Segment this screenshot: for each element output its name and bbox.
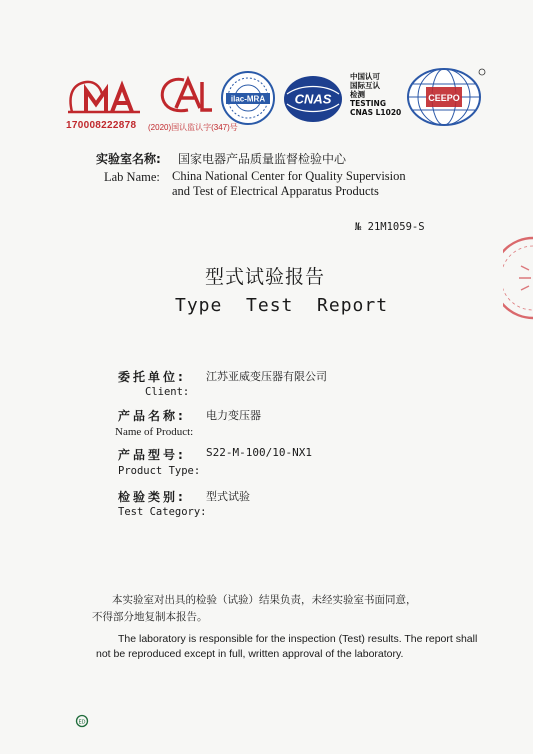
test-category-label-cn: 检验类别: [118, 490, 186, 504]
notice-en-line1: The laboratory is responsible for the inspection (Test) results. The report shall [118, 633, 478, 645]
cma-logo [64, 76, 144, 120]
client-label-cn: 委托单位: [118, 370, 186, 384]
ceepo-logo [402, 64, 488, 130]
product-name-label-cn: 产品名称: [118, 409, 186, 423]
footer-mark-icon [75, 714, 89, 728]
notice-cn-line1: 本实验室对出具的检验（试验）结果负责，未经实验室书面同意， [112, 594, 417, 606]
cnas-side-text [350, 72, 401, 117]
lab-name-cn-label: 实验室名称: [96, 152, 161, 166]
product-type-value: S22-M-100/10-NX1 [206, 446, 312, 459]
certification-logos [60, 62, 500, 142]
product-type-label-en: Product Type: [118, 465, 201, 477]
cnas-side-line: TESTING [350, 99, 386, 108]
ceepo-text: CEEPO [428, 93, 460, 103]
client-value: 江苏亚威变压器有限公司 [206, 370, 327, 383]
notice-en-line2: not be reproduced except in full, written approval of the laboratory. [96, 648, 404, 660]
report-title-en: Type Test Report [175, 295, 389, 316]
notice-cn-line2: 不得部分地复制本报告。 [92, 611, 208, 623]
cnas-text: CNAS [294, 91, 332, 107]
product-type-label-cn: 产品型号: [118, 448, 186, 462]
test-category-label-en: Test Category: [118, 506, 207, 518]
ilac-text: ilac-MRA [230, 94, 266, 104]
lab-name-en-label: Lab Name: [104, 170, 160, 184]
cnas-side-line: CNAS L1020 [350, 108, 402, 117]
cnas-side-line: 中国认可 [350, 72, 380, 81]
lab-name-cn: 国家电器产品质量监督检验中心 [178, 152, 347, 166]
lab-name-en-line1: China National Center for Quality Supervision [172, 169, 406, 183]
cnas-side-line: 检测 [350, 90, 365, 99]
product-name-label-en: Name of Product: [115, 426, 194, 438]
footer-mark-text: ED [78, 719, 86, 726]
cnas-side-line: 国际互认 [350, 81, 380, 90]
lab-name-en-line2: and Test of Electrical Apparatus Products [172, 184, 379, 198]
cal-caption: (2020)国认监认字(347)号 [148, 123, 238, 132]
red-seal-stamp [503, 236, 533, 320]
client-label-en: Client: [145, 386, 190, 398]
cnas-logo [283, 74, 343, 124]
cma-number: 170008222878 [66, 120, 137, 131]
report-title-cn: 型式试验报告 [205, 266, 326, 288]
ilac-mra-logo [220, 70, 276, 126]
cal-logo [154, 72, 216, 118]
report-number: № 21M1059-S [355, 221, 425, 233]
product-name-value: 电力变压器 [206, 409, 261, 422]
test-category-value: 型式试验 [206, 490, 250, 503]
